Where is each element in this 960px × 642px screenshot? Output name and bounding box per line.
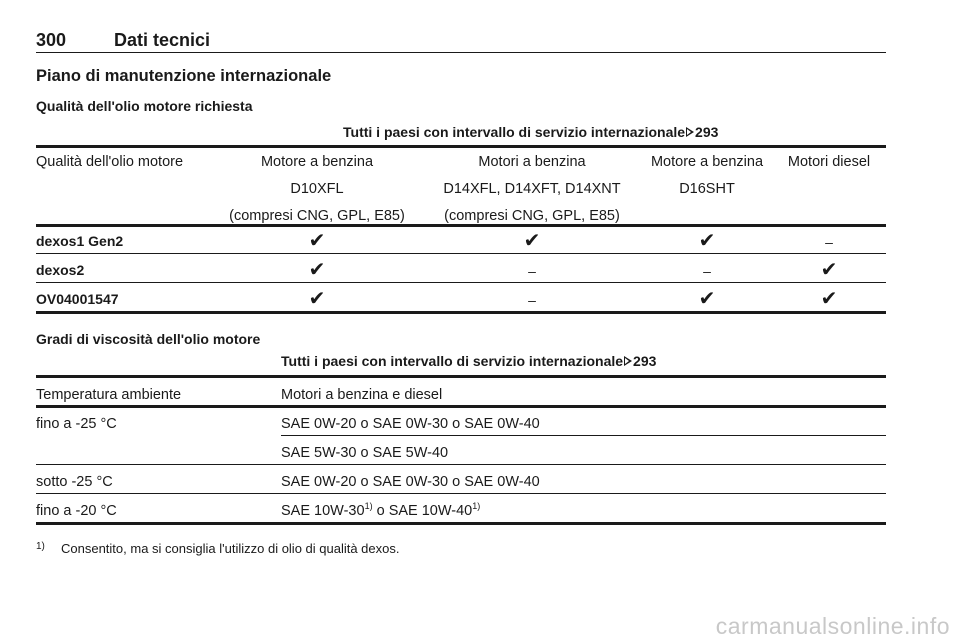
viscosity-col-header-temp: Temperatura ambiente <box>36 387 182 403</box>
viscosity-caption <box>281 353 656 369</box>
watermark: carmanualsonline.info <box>715 613 950 639</box>
oil-col-header-d14-line2: D14XFL, D14XFT, D14XNT <box>443 181 621 197</box>
oil-table-header-rule <box>36 224 886 227</box>
check-icon: ✔ <box>820 259 838 281</box>
oil-col-header-quality: Qualità dell'olio motore <box>36 154 184 170</box>
oil-quality-caption-text: Tutti i paesi con intervallo di servizio internazionale <box>343 124 686 140</box>
oil-row-divider <box>36 253 886 254</box>
viscosity-row-grade <box>281 500 480 522</box>
oil-row-label: OV04001547 <box>36 291 119 307</box>
check-icon: ✔ <box>820 288 838 310</box>
oil-col-header-d14-line1: Motori a benzina <box>478 154 586 170</box>
dash-icon: – <box>528 292 536 308</box>
dash-icon: – <box>703 263 711 279</box>
viscosity-caption-text: Tutti i paesi con intervallo di servizio internazionale <box>281 353 624 369</box>
oil-col-header-d10xfl <box>229 151 405 227</box>
oil-quality-caption-ref[interactable]: 293 <box>695 124 719 140</box>
oil-row-label: dexos2 <box>36 262 85 278</box>
oil-col-header-d16sht-line1: Motore a benzina <box>650 154 764 170</box>
footnote-ref[interactable]: 1) <box>472 501 481 511</box>
viscosity-subtitle: Gradi di viscosità dell'olio motore <box>36 331 261 347</box>
check-icon: ✔ <box>698 288 716 310</box>
viscosity-row-grade: SAE 0W-20 o SAE 0W-30 o SAE 0W-40 <box>281 416 540 432</box>
reference-arrow-icon <box>685 126 695 138</box>
oil-row-label: dexos1 Gen2 <box>36 233 124 249</box>
check-icon: ✔ <box>698 230 716 252</box>
grade-b-text: o SAE 10W-40 <box>372 503 473 519</box>
page-number: 300 <box>36 30 67 50</box>
oil-col-header-d10xfl-line1: Motore a benzina <box>260 154 374 170</box>
check-icon: ✔ <box>308 259 326 281</box>
viscosity-row-temp: sotto -25 °C <box>36 474 113 490</box>
oil-quality-caption <box>343 124 718 140</box>
viscosity-caption-ref[interactable]: 293 <box>633 353 657 369</box>
viscosity-col-header-grade: Motori a benzina e diesel <box>281 387 443 403</box>
viscosity-table-top-rule <box>36 375 886 378</box>
viscosity-row-divider <box>36 464 886 465</box>
section-title: Piano di manutenzione internazionale <box>36 67 332 85</box>
oil-table-top-rule <box>36 145 886 148</box>
viscosity-table-header-rule <box>36 405 886 408</box>
viscosity-row-divider <box>281 435 886 436</box>
oil-quality-subtitle: Qualità dell'olio motore richiesta <box>36 98 253 114</box>
oil-col-header-d14 <box>443 151 620 227</box>
oil-col-header-d10xfl-line3: (compresi CNG, GPL, E85) <box>229 208 405 224</box>
footnote-text: Consentito, ma si consiglia l'utilizzo di olio di qualità dexos. <box>61 541 400 556</box>
viscosity-row-grade: SAE 5W-30 o SAE 5W-40 <box>281 445 449 461</box>
footnote-ref[interactable]: 1) <box>364 501 373 511</box>
oil-col-header-d16sht <box>651 151 763 200</box>
check-icon: ✔ <box>308 230 326 252</box>
oil-row-divider <box>36 282 886 283</box>
dash-icon: – <box>825 234 833 250</box>
oil-col-header-d10xfl-line2: D10XFL <box>290 181 344 197</box>
dash-icon: – <box>528 263 536 279</box>
oil-col-header-d16sht-line2: D16SHT <box>679 181 735 197</box>
check-icon: ✔ <box>308 288 326 310</box>
viscosity-row-divider <box>36 493 886 494</box>
footnote-mark: 1) <box>36 541 45 552</box>
viscosity-table-bottom-rule <box>36 522 886 525</box>
viscosity-row-temp: fino a -25 °C <box>36 416 117 432</box>
grade-a-text: SAE 10W-30 <box>281 503 365 519</box>
viscosity-row-grade: SAE 0W-20 o SAE 0W-30 o SAE 0W-40 <box>281 474 540 490</box>
oil-col-header-diesel: Motori diesel <box>787 154 871 170</box>
oil-col-header-d14-line3: (compresi CNG, GPL, E85) <box>444 208 620 224</box>
viscosity-row-temp: fino a -20 °C <box>36 503 117 519</box>
header-divider <box>36 52 886 53</box>
page-title: Dati tecnici <box>114 30 211 50</box>
oil-table-bottom-rule <box>36 311 886 314</box>
reference-arrow-icon <box>623 355 633 367</box>
check-icon: ✔ <box>523 230 541 252</box>
